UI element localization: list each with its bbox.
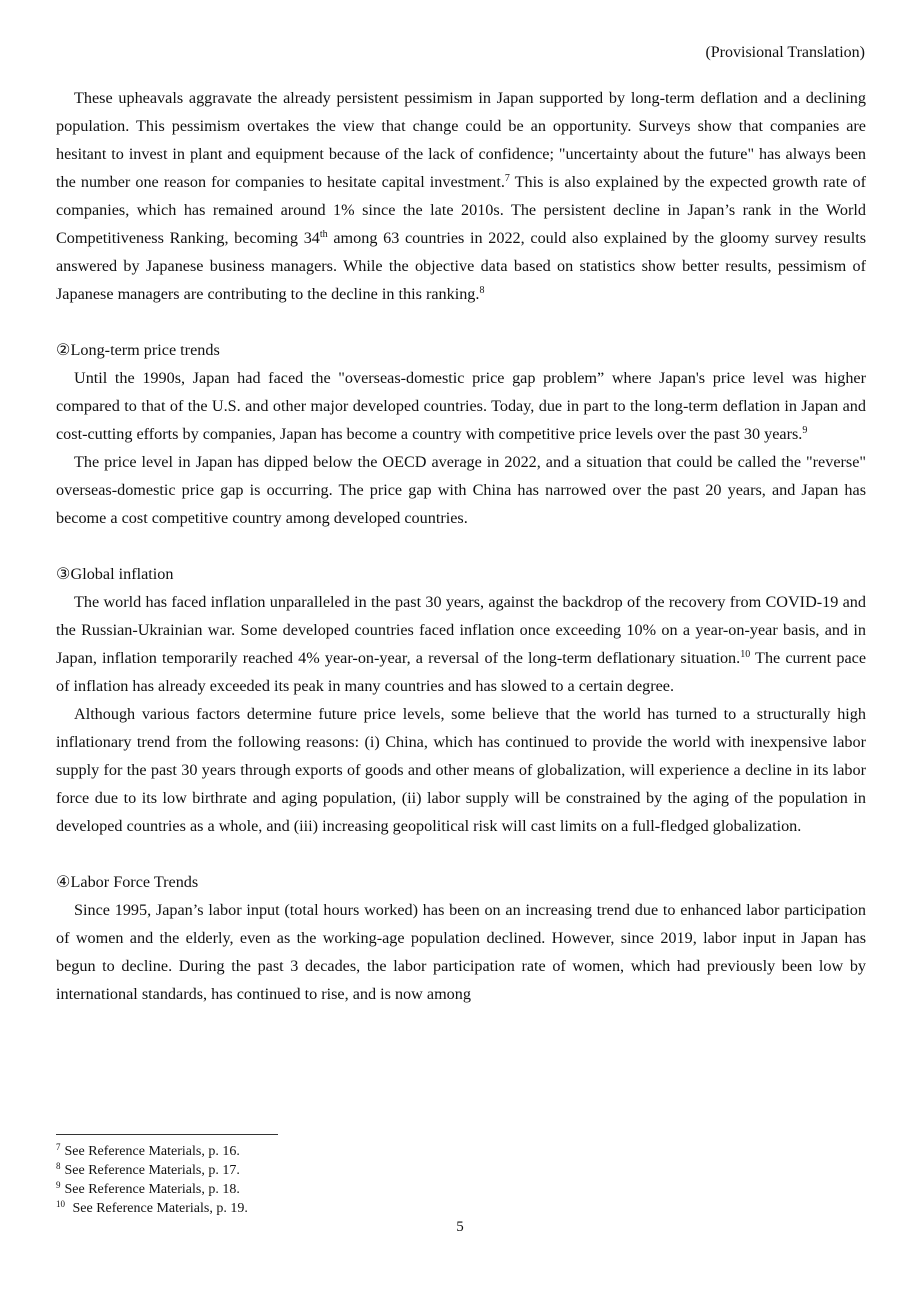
footnote-10: [56, 1199, 456, 1218]
inflation-text-a: The world has faced inflation unparalleled in the past 30 years, against the backdrop of the recovery from COVID-19 and the Russian-Ukrainian war. Some developed countries faced inflation once exceeding 10% on a year-on-year basis, and in Japan, inflation temporarily reached 4% year-on-year, a reversal of the long-term deflationary situation.: [56, 593, 866, 667]
footnote-ref-8[interactable]: 8: [479, 285, 485, 296]
footnote-ref-7[interactable]: 7: [504, 173, 510, 184]
footnote-separator: [56, 1134, 278, 1135]
intro-text-c: among 63 countries in 2022, could also explained by the gloomy survey results answered by Japanese business managers. While the objective data based on statistics show better results, pessimism of Japanese managers are contributing to the decline in this ranking.: [56, 229, 866, 303]
footnote-text: See Reference Materials, p. 16.: [64, 1144, 240, 1159]
price-paragraph-1: [56, 364, 866, 448]
footnotes: [56, 1142, 456, 1218]
footnote-8: [56, 1161, 456, 1180]
price-paragraph-2: The price level in Japan has dipped below the OECD average in 2022, and a situation that could be called the "reverse" overseas-domestic price gap is occurring. The price gap with China has narrowed over the past 20 years, and Japan has become a cost competitive country among developed countries.: [56, 453, 866, 527]
footnote-text: See Reference Materials, p. 19.: [69, 1201, 248, 1216]
inflation-paragraph-1: [56, 588, 866, 700]
footnote-text: See Reference Materials, p. 18.: [64, 1182, 240, 1197]
price-text-1: Until the 1990s, Japan had faced the "overseas-domestic price gap problem” where Japan's price level was higher compared to that of the U.S. and other major developed countries. Today, due in part to the long-term deflation in Japan and cost-cutting efforts by companies, Japan has become a country with competitive price levels over the past 30 years.: [56, 369, 866, 443]
heading-long-term-price-trends: ②Long-term price trends: [56, 341, 220, 359]
footnote-7: [56, 1142, 456, 1161]
provisional-translation-label: (Provisional Translation): [705, 44, 865, 61]
footnote-number: 10: [56, 1199, 65, 1209]
labor-paragraph-1: Since 1995, Japan’s labor input (total hours worked) has been on an increasing trend due to enhanced labor participation of women and the elderly, even as the working-age population declined. However, since 2019, labor input in Japan has begun to decline. During the past 3 decades, the labor participation rate of women, which had previously been low by international standards, has continued to rise, and is now among: [56, 901, 866, 1003]
footnote-number: 7: [56, 1142, 61, 1152]
footnote-ref-10[interactable]: 10: [740, 649, 751, 660]
heading-labor-force-trends: ④Labor Force Trends: [56, 873, 199, 891]
footnote-ref-9[interactable]: 9: [802, 425, 808, 436]
document-body: [56, 84, 866, 1008]
footnote-number: 9: [56, 1180, 61, 1190]
intro-text-a: These upheavals aggravate the already persistent pessimism in Japan supported by long-term deflation and a declining population. This pessimism overtakes the view that change could be an opportunity. Surveys show that companies are hesitant to invest in plant and equipment because of the lack of confidence; "uncertainty about the future" has always been the number one reason for companies to hesitate capital investment.: [56, 89, 866, 191]
inflation-text-b: The current pace of inflation has already exceeded its peak in many countries and has slowed to a certain degree.: [56, 649, 867, 695]
footnote-number: 8: [56, 1161, 61, 1171]
footnote-text: See Reference Materials, p. 17.: [64, 1163, 240, 1178]
ordinal-suffix: th: [319, 229, 328, 240]
heading-global-inflation: ③Global inflation: [56, 565, 174, 583]
intro-paragraph: [56, 84, 866, 308]
page-number: 5: [456, 1219, 464, 1235]
intro-text-b: This is also explained by the expected growth rate of companies, which has remained around 1% since the late 2010s. The persistent decline in Japan’s rank in the World Competitiveness Ranking, becoming 34: [56, 173, 866, 247]
footnote-9: [56, 1180, 456, 1199]
inflation-paragraph-2: Although various factors determine future price levels, some believe that the world has turned to a structurally high inflationary trend from the following reasons: (i) China, which has continued to provide the world with inexpensive labor supply for the past 30 years through exports of goods and other means of globalization, will experience a decline in its labor force due to its low birthrate and aging population, (ii) labor supply will be constrained by the aging of the population in developed countries as a whole, and (iii) increasing geopolitical risk will cast limits on a full-fledged globalization.: [56, 705, 866, 835]
